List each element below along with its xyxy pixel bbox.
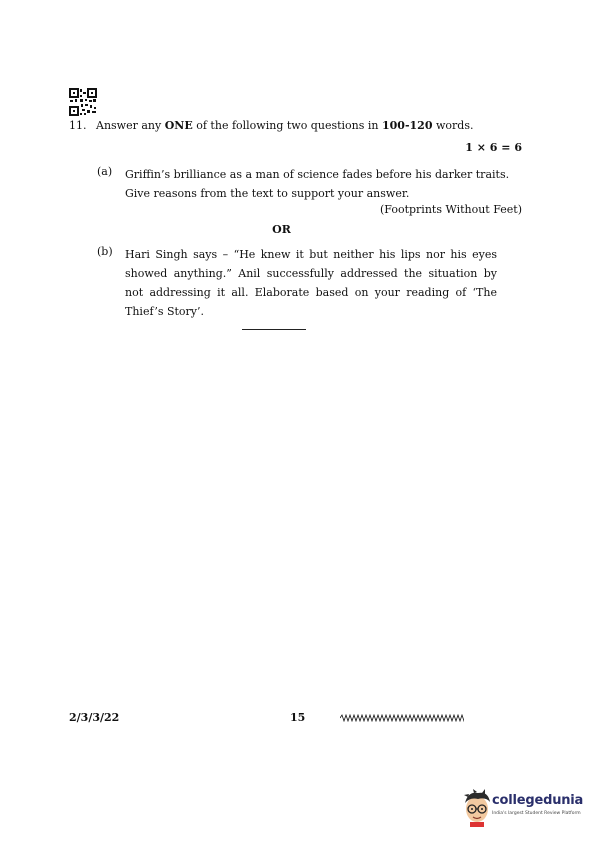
qr-code-icon	[69, 88, 97, 116]
page-number: 15	[290, 711, 306, 724]
option-b-label: (b)	[97, 245, 113, 258]
option-a-text	[125, 165, 525, 203]
option-a-label: (a)	[97, 165, 113, 178]
option-b-text: Hari Singh says – “He knew it but neither his lips nor his eyes showed anything.” Anil successfully addressed the situation by not addressing it all. Elaborate based on your reading of ‘The Thief’s Story’.	[125, 248, 497, 318]
end-rule	[242, 329, 306, 330]
marks-allocation: 1 × 6 = 6	[465, 141, 522, 154]
option-a-line2: Give reasons from the text to support your answer.	[125, 187, 410, 200]
or-separator: OR	[272, 223, 291, 236]
paper-code: 2/3/3/22	[69, 711, 120, 724]
option-a-source: (Footprints Without Feet)	[380, 203, 522, 216]
squiggle-decoration	[340, 714, 464, 722]
brand-name: collegedunia	[492, 793, 584, 808]
question-number: 11.	[69, 119, 87, 132]
option-a-line1: Griffin’s brilliance as a man of science fades before his darker traits.	[125, 168, 510, 181]
question-instruction: Answer any ONE of the following two questions in 100-120 words.	[96, 119, 474, 132]
brand-tagline: India's largest Student Review Platform	[492, 811, 581, 816]
mascot-logo-icon	[462, 787, 494, 827]
